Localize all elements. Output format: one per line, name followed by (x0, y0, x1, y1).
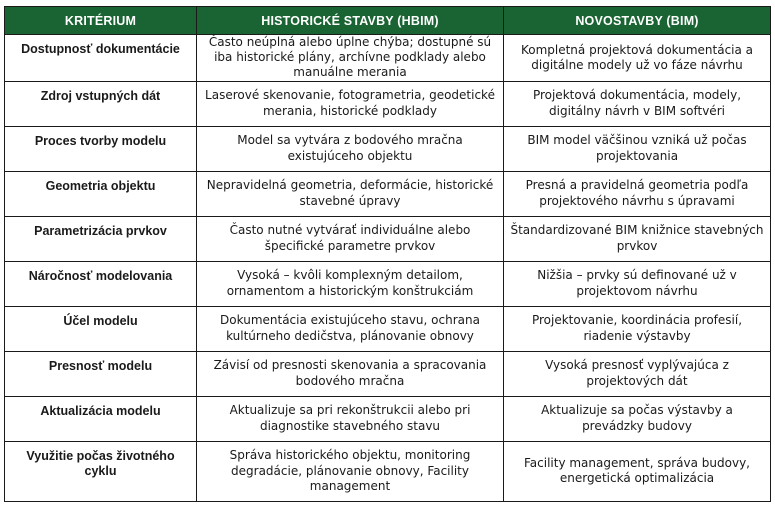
hbim-cell: Často nutné vytvárať individuálne alebo špecifické parametre prvkov (197, 216, 504, 261)
table-row (5, 261, 771, 306)
criterion-cell: Náročnosť modelovania (5, 261, 197, 306)
criterion-cell: Aktualizácia modelu (5, 396, 197, 441)
header-hbim: HISTORICKÉ STAVBY (HBIM) (197, 7, 504, 35)
hbim-cell: Správa historického objektu, monitoring degradácie, plánovanie obnovy, Facility management (197, 441, 504, 501)
criterion-cell: Proces tvorby modelu (5, 126, 197, 171)
bim-cell: Kompletná projektová dokumentácia a digitálne modely už vo fáze návrhu (504, 35, 771, 82)
hbim-cell: Často neúplná alebo úplne chýba; dostupné sú iba historické plány, archívne podklady alebo manuálne merania (197, 35, 504, 82)
comparison-table (4, 6, 771, 502)
header-bim: NOVOSTAVBY (BIM) (504, 7, 771, 35)
criterion-cell: Účel modelu (5, 306, 197, 351)
bim-cell: Vysoká presnosť vyplývajúca z projektových dát (504, 351, 771, 396)
table-row (5, 171, 771, 216)
criterion-cell: Parametrizácia prvkov (5, 216, 197, 261)
criterion-cell: Zdroj vstupných dát (5, 81, 197, 126)
table-row (5, 35, 771, 82)
bim-cell: Projektovanie, koordinácia profesií, riadenie výstavby (504, 306, 771, 351)
table-row (5, 216, 771, 261)
hbim-cell: Aktualizuje sa pri rekonštrukcii alebo pri diagnostike stavebného stavu (197, 396, 504, 441)
criterion-cell: Dostupnosť dokumentácie (5, 35, 197, 82)
hbim-cell: Dokumentácia existujúceho stavu, ochrana kultúrneho dedičstva, plánovanie obnovy (197, 306, 504, 351)
table-row (5, 396, 771, 441)
criterion-cell: Geometria objektu (5, 171, 197, 216)
hbim-cell: Laserové skenovanie, fotogrametria, geodetické merania, historické podklady (197, 81, 504, 126)
bim-cell: Facility management, správa budovy, energetická optimalizácia (504, 441, 771, 501)
table-row (5, 351, 771, 396)
bim-cell: Aktualizuje sa počas výstavby a prevádzky budovy (504, 396, 771, 441)
header-row (5, 7, 771, 35)
hbim-cell: Vysoká – kvôli komplexným detailom, ornamentom a historickým konštrukciám (197, 261, 504, 306)
bim-cell: Štandardizované BIM knižnice stavebných prvkov (504, 216, 771, 261)
hbim-cell: Závisí od presnosti skenovania a spracovania bodového mračna (197, 351, 504, 396)
hbim-cell: Nepravidelná geometria, deformácie, historické stavebné úpravy (197, 171, 504, 216)
bim-cell: Nižšia – prvky sú definované už v projektovom návrhu (504, 261, 771, 306)
criterion-cell: Využitie počas životného cyklu (5, 441, 197, 501)
table-row (5, 126, 771, 171)
bim-cell: Projektová dokumentácia, modely, digitálny návrh v BIM softvéri (504, 81, 771, 126)
table-row (5, 306, 771, 351)
table-row (5, 81, 771, 126)
bim-cell: BIM model väčšinou vzniká už počas projektovania (504, 126, 771, 171)
header-criterion: KRITÉRIUM (5, 7, 197, 35)
table-row (5, 441, 771, 501)
bim-cell: Presná a pravidelná geometria podľa projektového návrhu s úpravami (504, 171, 771, 216)
hbim-cell: Model sa vytvára z bodového mračna existujúceho objektu (197, 126, 504, 171)
criterion-cell: Presnosť modelu (5, 351, 197, 396)
comparison-table-wrapper (4, 6, 770, 502)
